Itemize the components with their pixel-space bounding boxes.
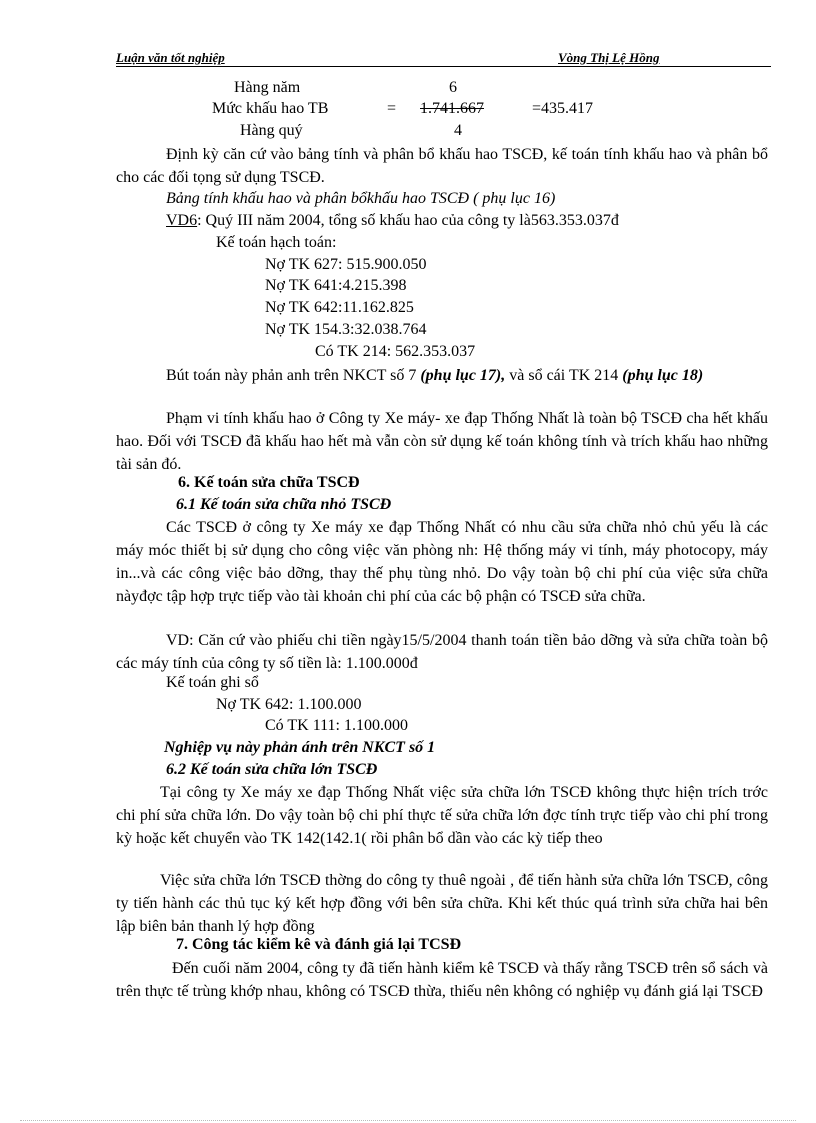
formula-numerator: 1.741.667 — [420, 100, 484, 117]
entry1-debit-627: Nợ TK 627: 515.900.050 — [265, 256, 427, 273]
heading-section-6-2: 6.2 Kế toán sửa chữa lớn TSCĐ — [166, 761, 378, 778]
paragraph-appendix-16: Bảng tính khấu hao và phân bổkhấu hao TSCĐ ( phụ lục 16) — [166, 190, 556, 207]
formula-label-avg: Mức khấu hao TB — [212, 100, 329, 117]
entry1-credit-214: Có TK 214: 562.353.037 — [315, 343, 476, 360]
entry1-debit-642: Nợ TK 642:11.162.825 — [265, 299, 414, 316]
example-vd6-text: : Quý III năm 2004, tổng số khấu hao của công ty là563.353.037đ — [197, 212, 619, 229]
page-header — [116, 48, 771, 67]
note-nkct1: Nghiệp vụ này phản ánh trên NKCT số 1 — [164, 739, 436, 756]
formula-value-quarter: 4 — [454, 122, 462, 139]
formula-label-year: Hàng năm — [234, 79, 301, 96]
header-thesis-title: Luận văn tốt nghiệp — [116, 50, 225, 65]
paragraph-depreciation-scope: Phạm vi tính khấu hao ở Công ty Xe máy- xe đạp Thống Nhất là toàn bộ TSCĐ cha hết khấu hao. Đối với TSCĐ đã khấu hao hết mà vẫn còn sử dụng kế toán không tính và trích khấu hao những tài sản đó. — [116, 410, 768, 473]
formula-value-year: 6 — [449, 79, 457, 96]
header-author-name: Vòng Thị Lệ Hồng — [558, 50, 660, 65]
paragraph-major-repair: Tại công ty Xe máy xe đạp Thống Nhất việc sửa chữa lớn TSCĐ không thực hiện trích trớc chi phí sửa chữa lớn. Do vậy toàn bộ chi phí thực tế sửa chữa lớn đợc tính trực tiếp vào chi phí trong kỳ hoặc kết chuyển vào TK 142(142.1( rồi phân bổ dần vào các kỳ tiếp theo — [116, 784, 768, 847]
heading-section-6: 6. Kế toán sửa chữa TSCĐ — [178, 474, 360, 491]
paragraph-minor-repair: Các TSCĐ ở công ty Xe máy xe đạp Thống Nhất có nhu cầu sửa chữa nhỏ chủ yếu là các máy móc thiết bị sử dụng cho công việc văn phòng nh: Hệ thống máy vi tính, máy photocopy, máy in...và các công việc bảo dỡng, thay thế phụ tùng nhỏ. Do vậy toàn bộ chi phí của việc sửa chữa nàyđợc tập hợp trực tiếp vào tài khoản chi phí của các bộ phận có TSCĐ sửa chữa. — [116, 519, 768, 605]
entry1-title: Kế toán hạch toán: — [216, 234, 337, 251]
paragraph-example-vd: VD: Căn cứ vào phiếu chi tiền ngày15/5/2004 thanh toán tiền bảo dỡng và sửa chữa toàn bộ các máy tính của công ty số tiền là: 1.100.000đ — [116, 632, 768, 672]
entry2-title: Kế toán ghi sổ — [166, 674, 259, 691]
formula-label-quarter: Hàng quý — [240, 122, 303, 139]
example-vd6-label: VD6 — [166, 212, 198, 229]
entry1-debit-1543: Nợ TK 154.3:32.038.764 — [265, 321, 427, 338]
paragraph-depreciation-allocation: Định kỳ căn cứ vào bảng tính và phân bổ khấu hao TSCĐ, kế toán tính khấu hao và phân bổ cho các đối tọng sử dụng TSCĐ. — [116, 146, 768, 186]
formula-result: =435.417 — [532, 100, 594, 117]
page-bottom-divider — [20, 1120, 796, 1121]
entry2-debit-642: Nợ TK 642: 1.100.000 — [216, 696, 362, 713]
entry2-credit-111: Có TK 111: 1.100.000 — [265, 717, 408, 734]
formula-equals: = — [387, 100, 397, 117]
example-vd6 — [166, 211, 619, 231]
paragraph-posting-nkct7: Bút toán này phản anh trên NKCT số 7 (phụ lục 17), và sổ cái TK 214 (phụ lục 18) — [166, 367, 704, 384]
paragraph-outsourced-repair: Việc sửa chữa lớn TSCĐ thờng do công ty thuê ngoài , để tiến hành sửa chữa lớn TSCĐ, công ty tiến hành các thủ tục ký kết hợp đồng với bên sửa chữa. Khi kết thúc quá trình sửa chữa hai bên lập biên bản thanh lý hợp đồng — [116, 872, 768, 935]
paragraph-inventory-check: Đến cuối năm 2004, công ty đã tiến hành kiểm kê TSCĐ và thấy rằng TSCĐ trên sổ sách và trên thực tế trùng khớp nhau, không có TSCĐ thừa, thiếu nên không có nghiệp vụ đánh giá lại TSCĐ — [116, 960, 768, 1000]
entry1-debit-641: Nợ TK 641:4.215.398 — [265, 277, 407, 294]
heading-section-7: 7. Công tác kiểm kê và đánh giá lại TCSĐ — [176, 936, 462, 953]
heading-section-6-1: 6.1 Kế toán sửa chữa nhỏ TSCĐ — [176, 496, 392, 513]
